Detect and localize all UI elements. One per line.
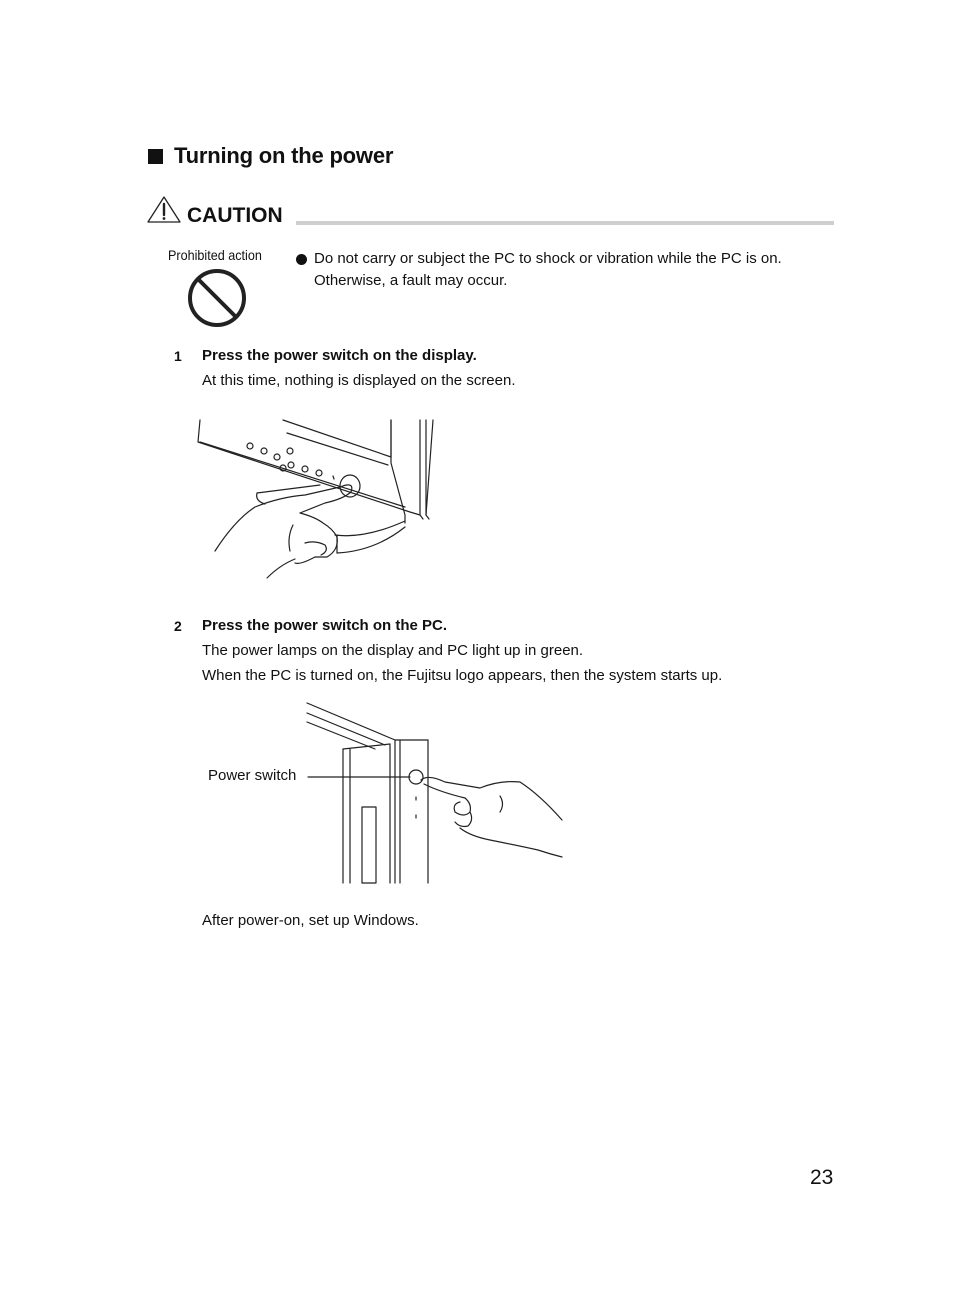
step-title: Press the power switch on the display.: [202, 347, 477, 364]
prohibited-action-label: Prohibited action: [168, 247, 262, 263]
footer-note: After power-on, set up Windows.: [202, 912, 419, 929]
caution-item: Otherwise, a fault may occur.: [314, 272, 508, 289]
step-title: Press the power switch on the PC.: [202, 617, 448, 634]
step-number: 1: [174, 348, 182, 364]
section-title: Turning on the power: [174, 143, 394, 168]
section-heading: [148, 143, 393, 169]
caution-label: CAUTION: [187, 204, 283, 227]
step-description: The power lamps on the display and PC light up in green.: [202, 642, 584, 659]
prohibited-circle-icon: [186, 267, 248, 329]
step-number: 2: [174, 618, 182, 634]
pc-power-illustration: [300, 700, 570, 890]
caution-item: Do not carry or subject the PC to shock or vibration while the PC is on.: [314, 250, 782, 267]
bullet-icon: [296, 254, 307, 265]
warning-triangle-icon: [148, 196, 182, 226]
caution-header: [148, 196, 838, 230]
page-number: 23: [810, 1166, 834, 1189]
caution-rule: [296, 221, 834, 225]
step-description: When the PC is turned on, the Fujitsu logo appears, then the system starts up.: [202, 667, 723, 684]
power-switch-callout: Power switch: [208, 767, 297, 784]
filled-square-icon: [148, 149, 163, 164]
display-power-illustration: [195, 415, 455, 585]
step-description: At this time, nothing is displayed on the screen.: [202, 372, 516, 389]
